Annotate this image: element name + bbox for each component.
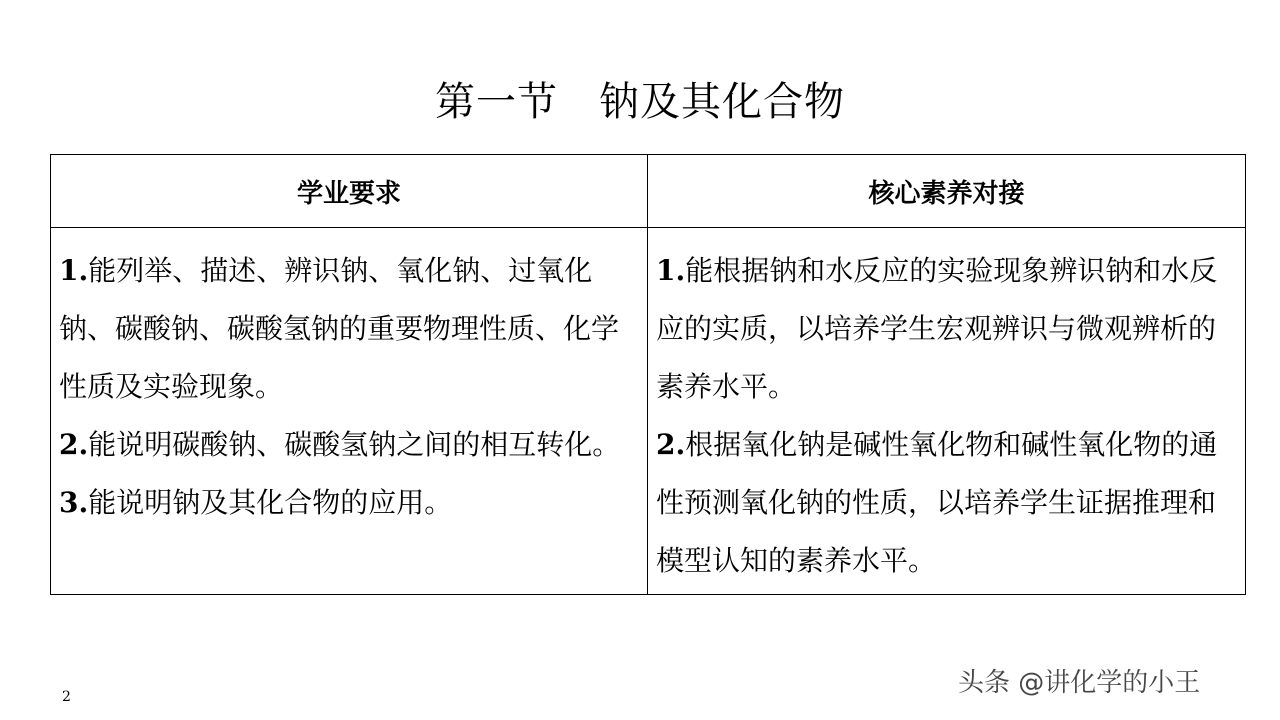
list-item bbox=[59, 242, 641, 416]
academic-requirements-cell bbox=[51, 228, 648, 595]
page-number: 2 bbox=[62, 689, 71, 705]
table-header-row bbox=[51, 155, 1246, 228]
item-number: 3. bbox=[59, 486, 89, 519]
header-core-literacy: 核心素养对接 bbox=[648, 155, 1246, 228]
item-text: 能说明钠及其化合物的应用。 bbox=[88, 486, 453, 519]
item-number: 1. bbox=[656, 254, 686, 287]
list-item bbox=[59, 474, 641, 532]
list-item bbox=[656, 416, 1239, 590]
item-number: 2. bbox=[59, 428, 89, 461]
watermark: 头条 @讲化学的小王 bbox=[958, 668, 1201, 698]
core-literacy-cell bbox=[648, 228, 1246, 595]
table-content-row bbox=[51, 228, 1246, 595]
item-text: 能说明碳酸钠、碳酸氢钠之间的相互转化。 bbox=[88, 428, 621, 461]
item-text: 能列举、描述、辨识钠、氧化钠、过氧化钠、碳酸钠、碳酸氢钠的重要物理性质、化学性质及实验现象。 bbox=[59, 254, 620, 403]
list-item bbox=[656, 242, 1239, 416]
item-number: 2. bbox=[656, 428, 686, 461]
list-item bbox=[59, 416, 641, 474]
slide-title: 第一节 钠及其化合物 bbox=[435, 79, 845, 125]
requirements-table bbox=[50, 154, 1246, 595]
item-number: 1. bbox=[59, 254, 89, 287]
header-academic-requirements: 学业要求 bbox=[51, 155, 648, 228]
item-text: 根据氧化钠是碱性氧化物和碱性氧化物的通性预测氧化钠的性质，以培养学生证据推理和模型认知的素养水平。 bbox=[656, 428, 1218, 577]
item-text: 能根据钠和水反应的实验现象辨识钠和水反应的实质，以培养学生宏观辨识与微观辨析的素养水平。 bbox=[656, 254, 1218, 403]
